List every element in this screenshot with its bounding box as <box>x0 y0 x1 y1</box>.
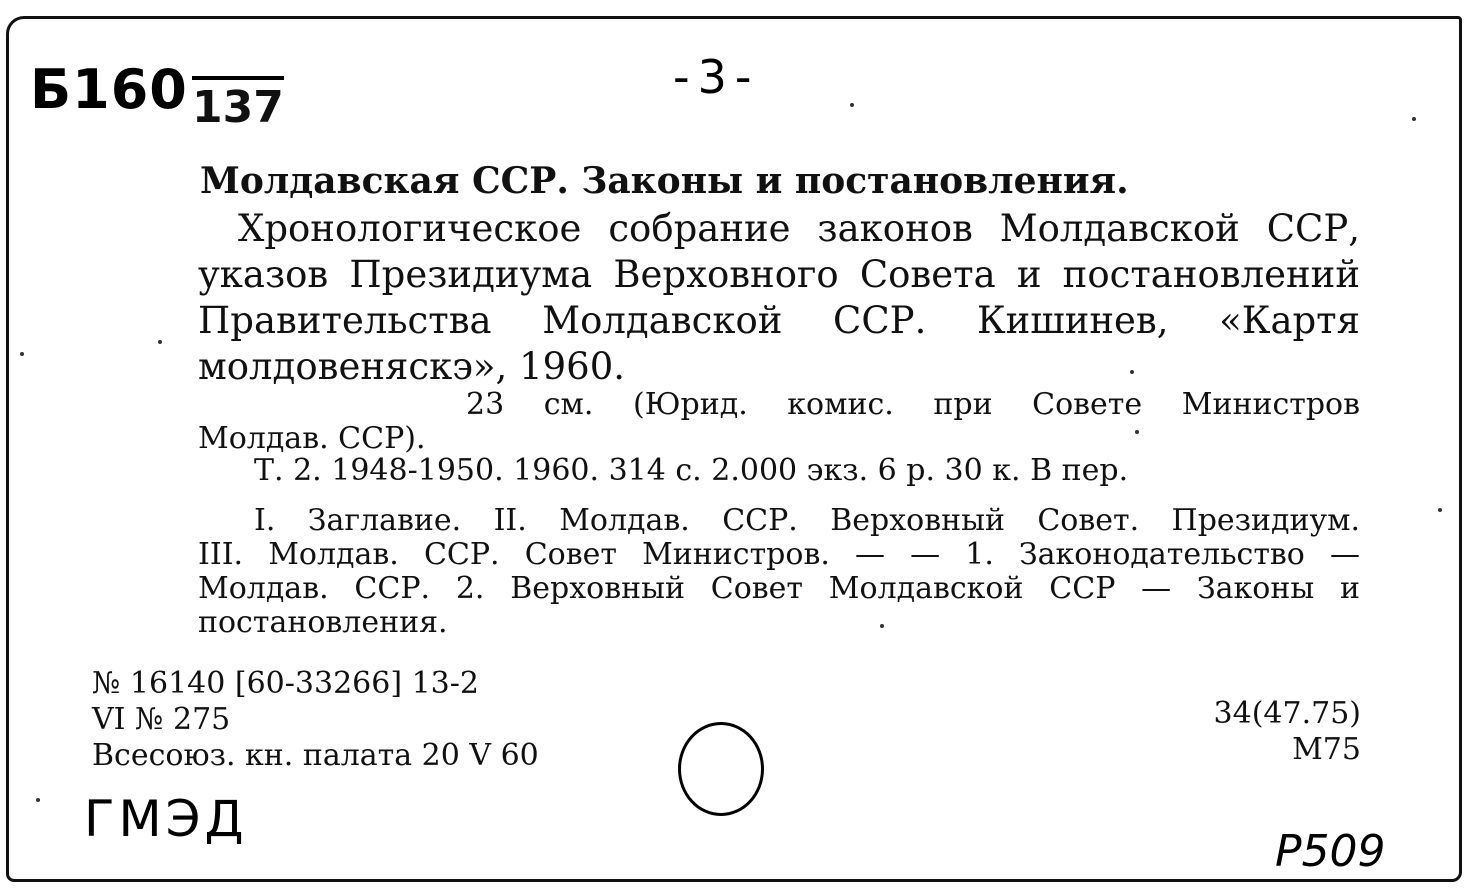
title-line: Хронологическое собрание законов Молдавской ССР, <box>238 207 1360 250</box>
title-line: молдовеняскэ», 1960. <box>198 345 625 388</box>
speck <box>1412 117 1416 121</box>
call-number-superscript: 137 <box>192 76 284 133</box>
title-line: указов Президиума Верховного Совета и постановлений <box>198 253 1360 296</box>
registration-number: № 16140 [60-33266] 13-2 <box>92 666 479 701</box>
tracings <box>198 504 1360 640</box>
tracing-line: I. Заглавие. II. Молдав. ССР. Верховный Совет. Президиум. <box>254 503 1360 538</box>
series-line: Молдав. ССР). <box>198 421 426 456</box>
footer-left <box>92 666 539 774</box>
classification-code: 34(47.75) <box>1213 696 1361 731</box>
tracing-line: III. Молдав. ССР. Совет Министров. — — 1. Законодательство — <box>198 537 1360 572</box>
volume-statement <box>198 454 1360 488</box>
speck <box>20 352 24 356</box>
tracing-line: Молдав. ССР. 2. Верховный Совет Молдавской ССР — Законы и <box>198 571 1360 606</box>
punch-hole <box>678 722 764 816</box>
speck <box>880 624 884 628</box>
heading: Молдавская ССР. Законы и постановления. <box>200 160 1129 202</box>
shelf-mark: Р509 <box>1275 826 1386 877</box>
series-line: 23 см. (Юрид. комис. при Совете Министров <box>466 387 1360 422</box>
handwritten-mark: ГМЭД <box>84 790 248 848</box>
series-statement <box>198 388 1360 456</box>
speck <box>1135 430 1139 434</box>
chamber-date: Всесоюз. кн. палата 20 V 60 <box>92 738 539 773</box>
speck <box>1438 508 1442 512</box>
tracing-line: постановления. <box>198 605 448 640</box>
speck <box>158 340 162 344</box>
speck <box>850 103 854 107</box>
series-number: VI № 275 <box>92 702 231 737</box>
author-mark: М75 <box>1292 732 1361 767</box>
speck <box>1130 370 1134 374</box>
title-line: Правительства Молдавской ССР. Кишинев, «Картя <box>198 299 1360 342</box>
call-number: Б160 <box>30 58 188 121</box>
title-statement <box>198 206 1360 390</box>
footer-right <box>1214 696 1361 768</box>
speck <box>36 798 40 802</box>
volume-line: Т. 2. 1948-1950. 1960. 314 с. 2.000 экз. 6 р. 30 к. В пер. <box>254 453 1129 488</box>
page-mark: -3- <box>673 50 760 104</box>
